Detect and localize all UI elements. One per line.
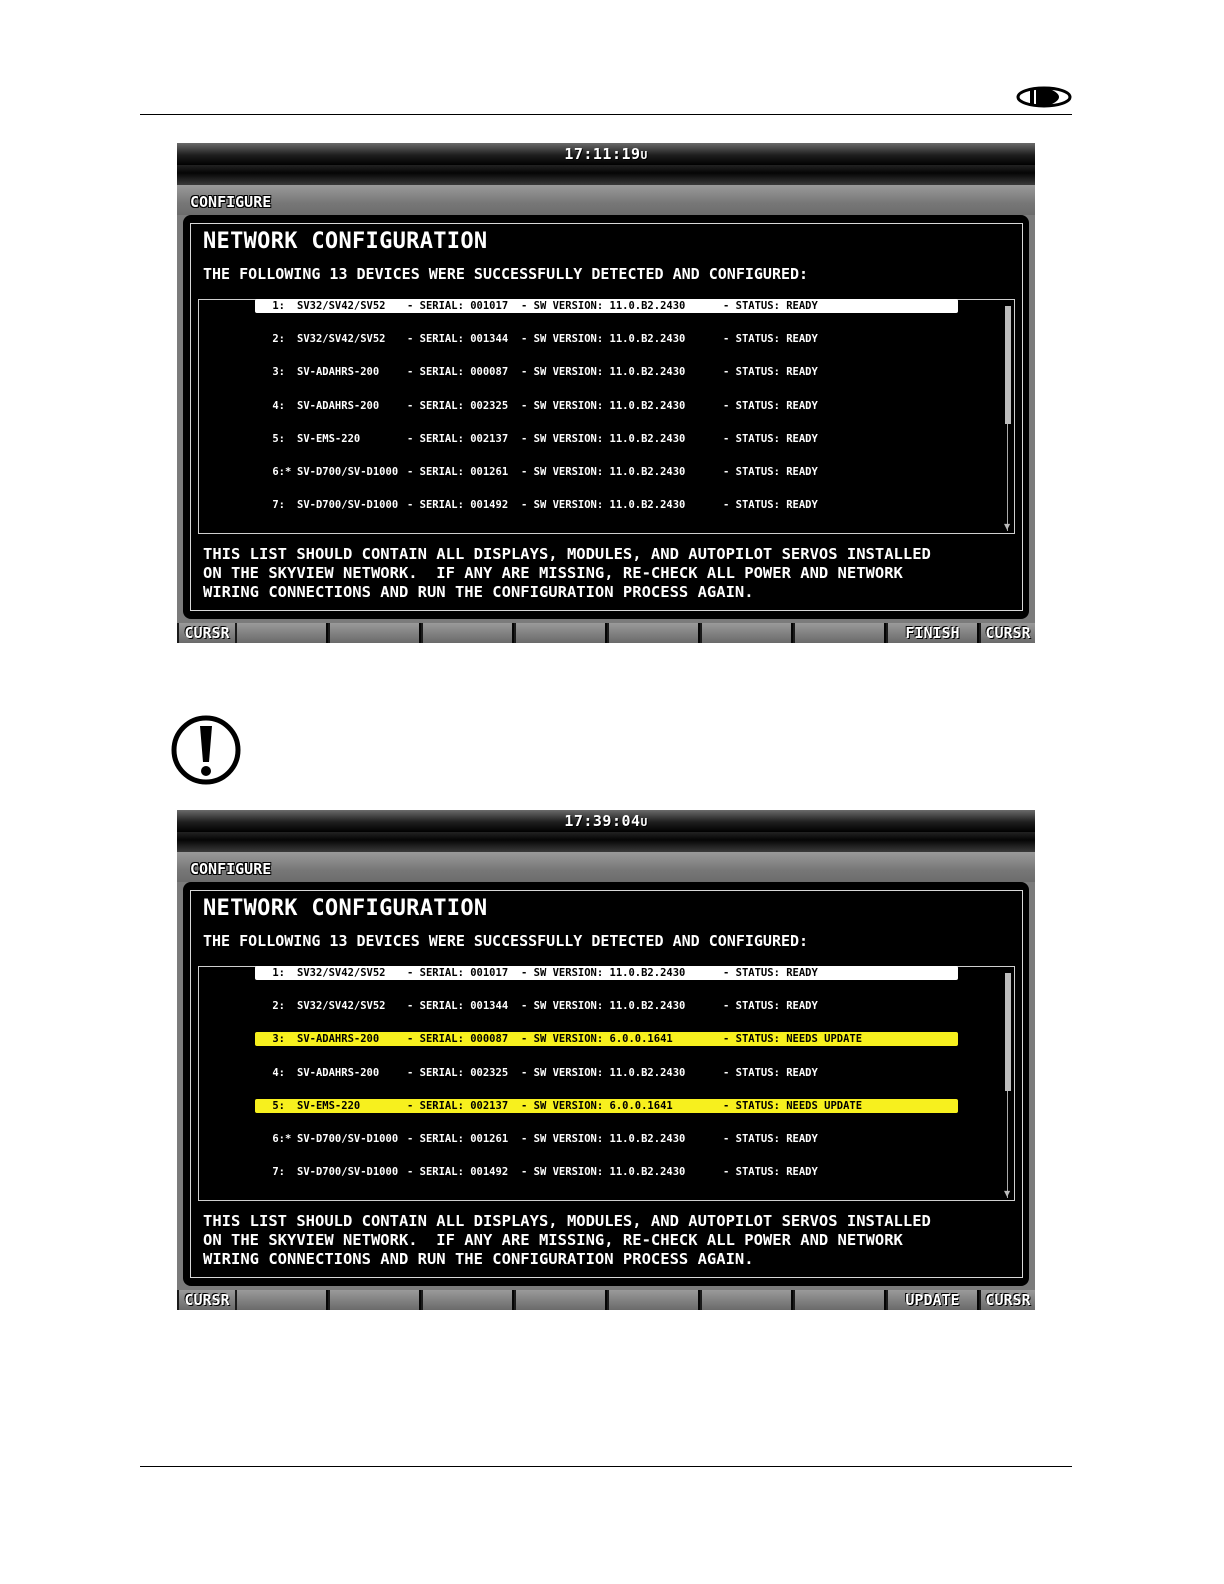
device-name: SV32/SV42/SV52 — [297, 333, 386, 346]
softkey-blank-3-button[interactable] — [421, 623, 512, 643]
scroll-down-arrow-icon[interactable]: ▼ — [1004, 522, 1011, 531]
scrollbar-thumb[interactable] — [1005, 306, 1011, 424]
device-number: 1: — [272, 300, 285, 312]
footer-rule — [140, 1466, 1072, 1467]
scrollbar[interactable] — [1005, 973, 1011, 1198]
menu-band — [177, 185, 1035, 215]
device-name: SV32/SV42/SV52 — [297, 300, 386, 312]
device-status: - STATUS: READY — [723, 432, 818, 445]
device-row[interactable] — [255, 498, 958, 512]
device-serial: - SERIAL: 000087 — [407, 1033, 509, 1046]
device-serial: - SERIAL: 000087 — [407, 366, 509, 379]
device-serial: - SERIAL: 001261 — [407, 466, 509, 478]
device-row[interactable] — [255, 1099, 958, 1113]
device-number: 7: — [272, 1166, 285, 1179]
softkey-cursr-button[interactable]: CURSR — [177, 1290, 235, 1310]
device-status: - STATUS: READY — [723, 466, 818, 478]
device-status: - STATUS: READY — [723, 300, 818, 312]
device-status: - STATUS: READY — [723, 366, 818, 379]
device-sw-version: - SW VERSION: 11.0.B2.2430 — [521, 333, 686, 346]
skyview-screen-1 — [177, 143, 1035, 643]
device-serial: - SERIAL: 001344 — [407, 1000, 509, 1013]
device-status: - STATUS: READY — [723, 399, 818, 412]
device-number: 5: — [272, 432, 285, 445]
device-serial: - SERIAL: 002137 — [407, 432, 509, 445]
primary-marker: * — [285, 466, 292, 478]
clock: 17:11:19U — [564, 145, 648, 163]
softkey-blank-7-button[interactable] — [793, 1290, 884, 1310]
device-name: SV-D700/SV-D1000 — [297, 1166, 399, 1179]
softkey-cursr-button[interactable]: CURSR — [177, 623, 235, 643]
clock: 17:39:04U — [564, 812, 648, 830]
device-status: - STATUS: NEEDS UPDATE — [723, 1033, 863, 1046]
device-sw-version: - SW VERSION: 11.0.B2.2430 — [521, 1133, 686, 1145]
primary-marker: * — [285, 1133, 292, 1145]
device-status: - STATUS: READY — [723, 1066, 818, 1079]
device-serial: - SERIAL: 002325 — [407, 399, 509, 412]
brand-logo-icon — [1016, 86, 1072, 108]
device-row[interactable] — [255, 432, 958, 446]
device-serial: - SERIAL: 001492 — [407, 1166, 509, 1179]
device-serial: - SERIAL: 002137 — [407, 1099, 509, 1112]
instructions-text: THIS LIST SHOULD CONTAIN ALL DISPLAYS, MODULES, AND AUTOPILOT SERVOS INSTALLED ON THE SKYVIEW NETWORK. IF ANY ARE MISSING, RE-CHECK ALL POWER AND NETWORK WIRING CONNECTIONS AND RUN THE CONFIGURATION PROCESS AGAIN. — [203, 545, 931, 601]
skyview-screen-2 — [177, 810, 1035, 1310]
device-name: SV-ADAHRS-200 — [297, 366, 380, 379]
softkey-cursr-button[interactable]: CURSR — [979, 623, 1035, 643]
device-name: SV-EMS-220 — [297, 1099, 361, 1112]
device-sw-version: - SW VERSION: 11.0.B2.2430 — [521, 399, 686, 412]
device-row[interactable] — [255, 1066, 958, 1080]
device-sw-version: - SW VERSION: 11.0.B2.2430 — [521, 466, 686, 478]
page-subtitle: THE FOLLOWING 13 DEVICES WERE SUCCESSFULLY DETECTED AND CONFIGURED: — [203, 265, 809, 283]
device-row[interactable] — [255, 299, 958, 313]
device-status: - STATUS: READY — [723, 499, 818, 512]
device-row[interactable] — [255, 1165, 958, 1179]
device-name: SV32/SV42/SV52 — [297, 1000, 386, 1013]
device-number: 6: — [272, 466, 285, 478]
device-number: 4: — [272, 399, 285, 412]
device-number: 1: — [272, 967, 285, 979]
softkey-blank-7-button[interactable] — [793, 623, 884, 643]
device-status: - STATUS: NEEDS UPDATE — [723, 1099, 863, 1112]
menu-band — [177, 852, 1035, 882]
softkey-blank-1-button[interactable] — [235, 623, 326, 643]
device-number: 2: — [272, 333, 285, 346]
section-label: CONFIGURE — [190, 193, 272, 211]
softkey-blank-2-button[interactable] — [328, 1290, 419, 1310]
top-band — [177, 832, 1035, 852]
device-row[interactable] — [255, 332, 958, 346]
device-row[interactable] — [255, 465, 958, 479]
softkey-blank-2-button[interactable] — [328, 623, 419, 643]
device-number: 2: — [272, 1000, 285, 1013]
scroll-down-arrow-icon[interactable]: ▼ — [1004, 1189, 1011, 1198]
device-name: SV-ADAHRS-200 — [297, 1066, 380, 1079]
device-sw-version: - SW VERSION: 11.0.B2.2430 — [521, 1000, 686, 1013]
device-status: - STATUS: READY — [723, 1133, 818, 1145]
device-row[interactable] — [255, 399, 958, 413]
device-name: SV-EMS-220 — [297, 432, 361, 445]
device-serial: - SERIAL: 002325 — [407, 1066, 509, 1079]
scrollbar[interactable] — [1005, 306, 1011, 531]
device-serial: - SERIAL: 001344 — [407, 333, 509, 346]
device-serial: - SERIAL: 001017 — [407, 967, 509, 979]
device-sw-version: - SW VERSION: 11.0.B2.2430 — [521, 499, 686, 512]
softkey-blank-5-button[interactable] — [607, 1290, 698, 1310]
softkey-blank-4-button[interactable] — [514, 623, 605, 643]
device-name: SV32/SV42/SV52 — [297, 967, 386, 979]
softkey-cursr-button[interactable]: CURSR — [979, 1290, 1035, 1310]
softkey-bar — [177, 623, 1035, 643]
device-number: 3: — [272, 366, 285, 379]
device-row[interactable] — [255, 999, 958, 1013]
device-serial: - SERIAL: 001492 — [407, 499, 509, 512]
device-number: 4: — [272, 1066, 285, 1079]
device-status: - STATUS: READY — [723, 967, 818, 979]
device-row[interactable] — [255, 365, 958, 379]
device-sw-version: - SW VERSION: 11.0.B2.2430 — [521, 366, 686, 379]
device-number: 7: — [272, 499, 285, 512]
device-row[interactable] — [255, 1032, 958, 1046]
softkey-blank-4-button[interactable] — [514, 1290, 605, 1310]
device-number: 3: — [272, 1033, 285, 1046]
softkey-bar — [177, 1290, 1035, 1310]
instructions-text: THIS LIST SHOULD CONTAIN ALL DISPLAYS, MODULES, AND AUTOPILOT SERVOS INSTALLED ON THE SKYVIEW NETWORK. IF ANY ARE MISSING, RE-CHECK ALL POWER AND NETWORK WIRING CONNECTIONS AND RUN THE CONFIGURATION PROCESS AGAIN. — [203, 1212, 931, 1268]
device-name: SV-ADAHRS-200 — [297, 399, 380, 412]
device-sw-version: - SW VERSION: 6.0.0.1641 — [521, 1099, 673, 1112]
scrollbar-thumb[interactable] — [1005, 973, 1011, 1091]
softkey-blank-5-button[interactable] — [607, 623, 698, 643]
device-name: SV-D700/SV-D1000 — [297, 1133, 399, 1145]
device-serial: - SERIAL: 001261 — [407, 1133, 509, 1145]
header-rule — [140, 114, 1072, 115]
device-sw-version: - SW VERSION: 11.0.B2.2430 — [521, 432, 686, 445]
device-status: - STATUS: READY — [723, 1166, 818, 1179]
device-sw-version: - SW VERSION: 11.0.B2.2430 — [521, 967, 686, 979]
device-row[interactable] — [255, 966, 958, 980]
softkey-finish-button[interactable]: FINISH — [886, 623, 977, 643]
device-sw-version: - SW VERSION: 11.0.B2.2430 — [521, 1166, 686, 1179]
device-name: SV-ADAHRS-200 — [297, 1033, 380, 1046]
device-number: 5: — [272, 1099, 285, 1112]
softkey-update-button[interactable]: UPDATE — [886, 1290, 977, 1310]
softkey-blank-6-button[interactable] — [700, 1290, 791, 1310]
device-status: - STATUS: READY — [723, 333, 818, 346]
device-row[interactable] — [255, 1132, 958, 1146]
device-name: SV-D700/SV-D1000 — [297, 499, 399, 512]
device-name: SV-D700/SV-D1000 — [297, 466, 399, 478]
device-serial: - SERIAL: 001017 — [407, 300, 509, 312]
warning-icon — [170, 714, 242, 786]
device-status: - STATUS: READY — [723, 1000, 818, 1013]
softkey-blank-3-button[interactable] — [421, 1290, 512, 1310]
softkey-blank-6-button[interactable] — [700, 623, 791, 643]
top-band — [177, 165, 1035, 185]
device-number: 6: — [272, 1133, 285, 1145]
page-subtitle: THE FOLLOWING 13 DEVICES WERE SUCCESSFULLY DETECTED AND CONFIGURED: — [203, 932, 809, 950]
device-sw-version: - SW VERSION: 11.0.B2.2430 — [521, 300, 686, 312]
page-title: NETWORK CONFIGURATION — [203, 896, 488, 921]
device-sw-version: - SW VERSION: 6.0.0.1641 — [521, 1033, 673, 1046]
device-sw-version: - SW VERSION: 11.0.B2.2430 — [521, 1066, 686, 1079]
page-title: NETWORK CONFIGURATION — [203, 229, 488, 254]
softkey-blank-1-button[interactable] — [235, 1290, 326, 1310]
section-label: CONFIGURE — [190, 860, 272, 878]
